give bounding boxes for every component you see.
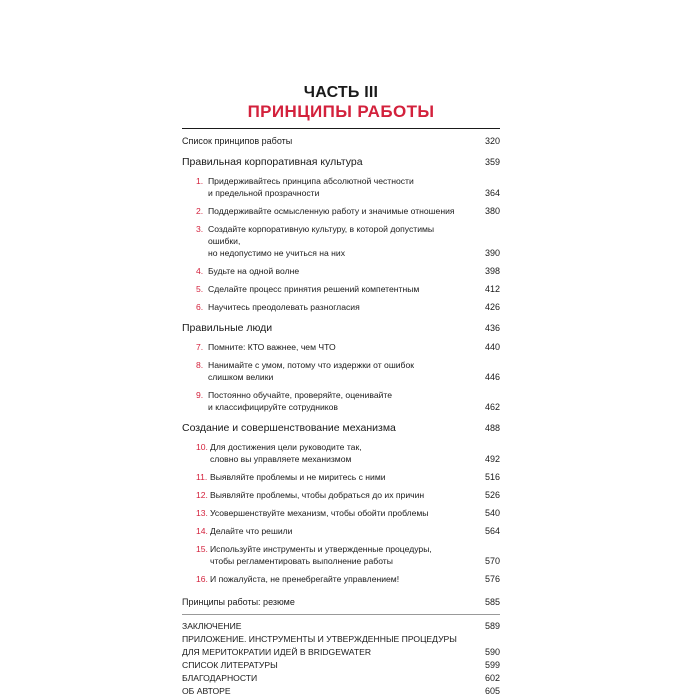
toc-back-matter-entry[interactable]: [182, 685, 500, 698]
toc-principle-line: Сделайте процесс принятия решений компетентным: [208, 284, 420, 294]
toc-principle-page: 564: [484, 526, 500, 536]
toc-back-matter-line: СПИСОК ЛИТЕРАТУРЫ: [182, 660, 278, 670]
toc-principle-number: 15.: [196, 544, 208, 554]
toc-back-matter-page: 599: [484, 660, 500, 670]
toc-principle-number: 8.: [196, 360, 204, 370]
toc-principle-text: [210, 507, 500, 519]
toc-section-page: 436: [484, 323, 500, 333]
toc-principle-line: И пожалуйста, не пренебрегайте управлением!: [210, 574, 400, 584]
toc-back-matter: [182, 620, 500, 698]
toc-principle-entry[interactable]: [182, 441, 500, 465]
toc-entry-page: 320: [484, 136, 500, 146]
toc-section-title: Правильная корпоративная культура: [182, 156, 363, 168]
part-subtitle: ПРИНЦИПЫ РАБОТЫ: [247, 102, 435, 121]
toc-principle-number: 9.: [196, 390, 204, 400]
toc-principle-number: 2.: [196, 206, 204, 216]
toc-principle-text: [210, 525, 500, 537]
toc-principle-number: 14.: [196, 526, 208, 536]
toc-principle-line: Для достижения цели руководите так,: [210, 442, 362, 452]
toc-principle-number: 1.: [196, 176, 204, 186]
toc-page: [182, 84, 500, 698]
toc-principle-number: 3.: [196, 224, 204, 234]
toc-principle-page: 440: [484, 342, 500, 352]
toc-back-matter-page: 605: [484, 686, 500, 696]
toc-section-heading[interactable]: [182, 422, 500, 435]
toc-principle-line: Помните: КТО важнее, чем ЧТО: [208, 342, 336, 352]
title-rule: [182, 128, 500, 129]
toc-principle-entry[interactable]: [182, 341, 500, 353]
toc-principle-text: [208, 389, 500, 413]
toc-principle-entry[interactable]: [182, 301, 500, 313]
toc-principle-page: 576: [484, 574, 500, 584]
toc-principle-number: 10.: [196, 442, 208, 452]
toc-principle-text: [210, 489, 500, 501]
toc-principle-line: но недопустимо не учиться на них: [208, 248, 346, 258]
toc-principle-line: и классифицируйте сотрудников: [208, 402, 338, 412]
toc-principle-page: 426: [484, 302, 500, 312]
toc-principle-page: 492: [484, 454, 500, 464]
toc-principle-line: Будьте на одной волне: [208, 266, 300, 276]
toc-principle-line: Усовершенствуйте механизм, чтобы обойти проблемы: [210, 508, 429, 518]
toc-section-title: Правильные люди: [182, 322, 273, 334]
toc-back-matter-entry[interactable]: [182, 620, 500, 633]
toc-principle-page: 380: [484, 206, 500, 216]
toc-back-matter-text: [182, 620, 500, 633]
toc-back-matter-entry[interactable]: [182, 672, 500, 685]
toc-principle-line: чтобы регламентировать выполнение работы: [210, 556, 393, 566]
toc-principle-entry[interactable]: [182, 389, 500, 413]
toc-back-matter-text: [182, 685, 500, 698]
toc-back-matter-line: БЛАГОДАРНОСТИ: [182, 673, 258, 683]
part-title: ЧАСТЬ III: [303, 84, 379, 101]
toc-principle-page: 364: [484, 188, 500, 198]
toc-principle-text: [208, 223, 500, 259]
toc-principle-page: 412: [484, 284, 500, 294]
toc-section-title: Создание и совершенствование механизма: [182, 422, 396, 434]
toc-principle-line: Поддерживайте осмысленную работу и значимые отношения: [208, 206, 455, 216]
toc-principle-line: Постоянно обучайте, проверяйте, оценивайте: [208, 390, 393, 400]
toc-principle-line: Делайте что решили: [210, 526, 293, 536]
toc-principle-page: 526: [484, 490, 500, 500]
toc-back-matter-entry[interactable]: [182, 659, 500, 672]
toc-principle-text: [208, 341, 500, 353]
toc-principle-page: 446: [484, 372, 500, 382]
toc-principle-line: слишком велики: [208, 372, 274, 382]
toc-principle-line: словно вы управляете механизмом: [210, 454, 352, 464]
toc-section-heading[interactable]: [182, 156, 500, 169]
toc-principle-number: 16.: [196, 574, 208, 584]
toc-principle-page: 570: [484, 556, 500, 566]
toc-principle-page: 540: [484, 508, 500, 518]
toc-back-matter-text: [182, 633, 500, 659]
toc-principle-line: Научитесь преодолевать разногласия: [208, 302, 360, 312]
toc-principle-entry[interactable]: [182, 525, 500, 537]
toc-back-matter-entry[interactable]: [182, 633, 500, 659]
toc-principle-entry[interactable]: [182, 223, 500, 259]
toc-principle-number: 11.: [196, 472, 208, 482]
toc-back-matter-line: ОБ АВТОРЕ: [182, 686, 231, 696]
toc-principle-line: и предельной прозрачности: [208, 188, 320, 198]
toc-principle-entry[interactable]: [182, 573, 500, 585]
toc-entry-text: Принципы работы: резюме: [182, 597, 295, 607]
toc-principle-entry[interactable]: [182, 175, 500, 199]
toc-principle-text: [208, 265, 500, 277]
toc-back-matter-line: ЗАКЛЮЧЕНИЕ: [182, 621, 242, 631]
toc-principle-page: 516: [484, 472, 500, 482]
toc-principle-entry[interactable]: [182, 283, 500, 295]
toc-principle-text: [210, 543, 500, 567]
back-matter-divider: [182, 614, 500, 615]
toc-section-page: 359: [484, 157, 500, 167]
toc-principle-text: [210, 573, 500, 585]
toc-principle-entry[interactable]: [182, 265, 500, 277]
toc-sections: [182, 156, 500, 594]
toc-principle-number: 6.: [196, 302, 204, 312]
toc-back-matter-text: [182, 672, 500, 685]
toc-principle-entry[interactable]: [182, 543, 500, 567]
toc-principle-number: 4.: [196, 266, 204, 276]
toc-principle-entry[interactable]: [182, 507, 500, 519]
toc-principle-text: [210, 441, 500, 465]
toc-principle-line: Используйте инструменты и утвержденные процедуры,: [210, 544, 432, 554]
toc-section-heading[interactable]: [182, 322, 500, 335]
toc-section-page: 488: [484, 423, 500, 433]
toc-back-matter-page: 589: [484, 621, 500, 631]
toc-principle-text: [208, 301, 500, 313]
toc-principle-entry[interactable]: [182, 205, 500, 217]
toc-principle-text: [208, 283, 500, 295]
toc-principle-line: Создайте корпоративную культуру, в которой допустимы ошибки,: [208, 224, 435, 246]
toc-principle-page: 462: [484, 402, 500, 412]
toc-back-matter-page: 602: [484, 673, 500, 683]
toc-principle-number: 7.: [196, 342, 204, 352]
toc-principle-line: Выявляйте проблемы, чтобы добраться до их причин: [210, 490, 425, 500]
toc-entry-text: Список принципов работы: [182, 136, 293, 146]
toc-back-matter-text: [182, 659, 500, 672]
toc-principle-entry[interactable]: [182, 471, 500, 483]
toc-principle-page: 398: [484, 266, 500, 276]
toc-entry-page: 585: [484, 597, 500, 607]
toc-entry-principles-list[interactable]: [182, 135, 500, 147]
toc-principle-number: 13.: [196, 508, 208, 518]
toc-principle-text: [208, 175, 500, 199]
toc-principle-page: 390: [484, 248, 500, 258]
toc-entry-summary[interactable]: [182, 596, 500, 608]
toc-principle-line: Придерживайтесь принципа абсолютной честности: [208, 176, 414, 186]
toc-principle-entry[interactable]: [182, 489, 500, 501]
toc-back-matter-page: 590: [484, 647, 500, 657]
toc-principle-line: Выявляйте проблемы и не миритесь с ними: [210, 472, 386, 482]
toc-principle-number: 5.: [196, 284, 204, 294]
toc-back-matter-line: ПРИЛОЖЕНИЕ. ИНСТРУМЕНТЫ И УТВЕРЖДЕННЫЕ ПРОЦЕДУРЫ: [182, 634, 457, 644]
section-spacer: [182, 591, 500, 594]
toc-principle-entry[interactable]: [182, 359, 500, 383]
toc-principle-text: [208, 205, 500, 217]
toc-principle-line: Нанимайте с умом, потому что издержки от ошибок: [208, 360, 414, 370]
toc-principle-text: [208, 359, 500, 383]
toc-principle-text: [210, 471, 500, 483]
toc-principle-number: 12.: [196, 490, 208, 500]
toc-back-matter-line: ДЛЯ МЕРИТОКРАТИИ ИДЕЙ В BRIDGEWATER: [182, 647, 372, 657]
